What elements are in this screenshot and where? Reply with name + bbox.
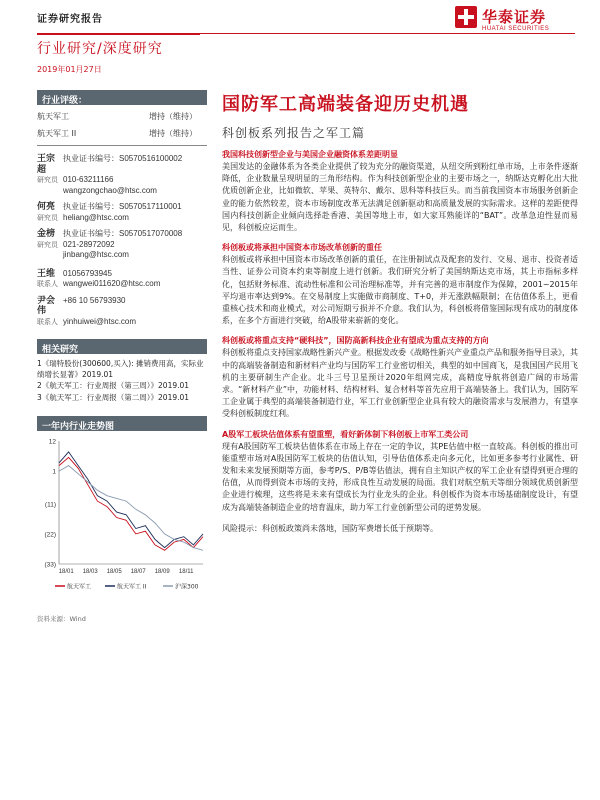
series-line bbox=[59, 452, 203, 548]
series-line bbox=[59, 457, 203, 550]
industry-trend-chart bbox=[37, 431, 207, 606]
sidebar bbox=[37, 90, 207, 623]
related-list bbox=[37, 359, 207, 403]
analyst-email[interactable]: wangwei011620@htsc.com bbox=[63, 279, 161, 288]
analyst-email[interactable]: heliang@htsc.com bbox=[63, 212, 129, 222]
legend-label: 航天军工 bbox=[67, 583, 92, 591]
ratings-heading: 行业评级： bbox=[37, 90, 207, 105]
section-heading: 科创板或将承担中国资本市场改革创新的重任 bbox=[222, 243, 382, 253]
related-item[interactable]: 1《瑞特股份(300600,买入): 摊销费用高，实际业绩增长显著》2019.01 bbox=[37, 359, 204, 379]
analyst-name: 王维 bbox=[37, 268, 56, 279]
y-tick-label: 12 bbox=[48, 438, 56, 446]
x-tick-label: 18/09 bbox=[154, 569, 170, 575]
section-heading: 我国科技创新型企业与美国企业融资体系差距明显 bbox=[222, 150, 398, 159]
page-subtitle: 科创板系列报告之军工篇 bbox=[222, 126, 366, 140]
analyst-email[interactable]: yinhuiwei@htsc.com bbox=[63, 316, 137, 326]
main-content bbox=[222, 90, 578, 534]
section-heading: A股军工板块估值体系有望重塑，看好新体制下科创板上市军工类公司 bbox=[222, 429, 469, 439]
legend-label: 沪深300 bbox=[175, 583, 199, 591]
x-tick-label: 18/05 bbox=[106, 569, 122, 575]
logo-sub: HUATAI SECURITIES bbox=[482, 26, 550, 32]
analyst-name: 王宗超 bbox=[37, 154, 56, 175]
rating-row: 航天军工 II 增持（维持） bbox=[37, 129, 197, 138]
doc-date: 2019年01月27日 bbox=[37, 65, 102, 74]
analyst-email[interactable]: wangzongchao@htsc.com bbox=[63, 185, 157, 195]
y-tick-label: (22) bbox=[44, 531, 56, 539]
y-tick-label: (11) bbox=[44, 501, 56, 509]
huatai-logo bbox=[455, 6, 575, 40]
related-item[interactable]: 2《航天军工：行业周报（第三周）》2019.01 bbox=[37, 381, 190, 390]
section-body: 美国发达的金融体系为各类企业提供了较为充分的融资渠道，从纽交所到粉红单市场，上市条件逐渐降低，企业数量呈现明显的三角形结构。作为科技创新型企业的主要市场之一，纳斯达克孵化出大批优质创新企业，比如微软、苹果、英特尔、戴尔、思科等科技巨头。而当前我国资本市场服务创新企业的能力依然较差，资本市场制度改革无法满足创新驱动和高质量发展的实际需求。这样的差距使得国内科技创新企业倾向选择赴香港、美国等地上市，如大家耳熟能详的“BAT”。改革急迫性显而易见，科创板应运而生。 bbox=[222, 162, 578, 233]
y-tick-label: 1 bbox=[52, 468, 56, 476]
page-title: 国防军工高端装备迎历史机遇 bbox=[222, 94, 469, 115]
x-tick-label: 18/11 bbox=[178, 569, 194, 575]
analyst-name: 金榜 bbox=[37, 229, 56, 239]
logo-name: 华泰证券 bbox=[482, 8, 547, 26]
risk-warning: 风险提示：科创板政策尚未落地，国防军费增长低于预期等。 bbox=[222, 523, 438, 533]
related-item[interactable]: 3《航天军工：行业周报（第二周）》2019.01 bbox=[37, 392, 190, 402]
section-body: 现有A股国防军工板块估值体系在市场上存在一定的争议，其PE估值中枢一直较高。科创板的推出可能重塑市场对A股国防军工板块的估值认知，引导估值体系走向多元化，比如更多参考行业属性、研发和未来发展预期等方面，参考P/S、P/B等估值法，拥有自主知识产权的军工企业有望得到更合理的估值，从而得到资本市场的支持，形成良性互动发展的局面。我们对航空航天等细分领域优质创新型企业进行梳理，这些将是未来有望成长为行业龙头的企业。科创板作为资本市场基础制度设计，有望成为高端装备制造企业的培育温床，助力军工行业创新型公司的逆势发展。 bbox=[222, 441, 578, 512]
chart-source: 资料来源：Wind bbox=[37, 615, 86, 623]
header-rule bbox=[200, 33, 575, 34]
logo-mark-icon bbox=[455, 6, 477, 28]
y-tick-label: (33) bbox=[44, 561, 56, 569]
doc-category: 行业研究/深度研究 bbox=[37, 41, 163, 57]
analyst-email[interactable]: jinbang@htsc.com bbox=[63, 250, 129, 259]
analyst-list: 王宗超 执业证书编号：S0570516100002 研究员 010-63211166 wangzongchao@htsc.com 何亮 执业证书编号：S0570517110001 研究员 heliang@htsc.com 金榜 执业证书编号：S0570517070008 研究员 021-28972092 jinbang@htsc.com 王维 01056793945 联系人 wangwei011620@htsc.com 尹会伟 +86 10 56793930 联系人 yinhuiwei@htsc.com bbox=[37, 154, 207, 327]
legend-label: 航天军工 II bbox=[117, 583, 147, 591]
divider bbox=[37, 145, 207, 146]
x-tick-label: 18/03 bbox=[82, 569, 98, 575]
section-body: 科创板将重点支持国家战略性新兴产业。根据发改委《战略性新兴产业重点产品和服务指导目录》，其中的高端装备制造和新材料产业均与国防军工行业密切相关，典型的如中国商飞，是我国国产民用飞机的主要研制生产企业。北斗三号卫星预计2020年组网完成，高精度导航将创造广阔的市场需求。“新材料产业”中，功能材料、结构材料、复合材料等首先应用于高端装备上。我们认为，国防军工企业属于典型的高端装备制造行业，军工行业创新型企业具有较大的融资需求与发展潜力，有望享受科创板制度红利。 bbox=[222, 348, 578, 419]
analyst-name: 尹会伟 bbox=[37, 295, 56, 316]
x-tick-label: 18/07 bbox=[130, 569, 146, 575]
section-body: 科创板或将承担中国资本市场改革创新的重任，在注册制试点及配套的发行、交易、退市、投资者适当性、证券公司资本约束等制度上进行创新。我们研究分析了美国纳斯达克市场，其上市指标多样化，包括财务标准、流动性标准和公司治理标准等，并有完善的退市制度作为保障，2001~2015年平均退市率达到9%。在交易制度上实施做市商制度、T+0，并无涨跌幅限制；在估值体系上，更看重核心技术和商业模式，对公司短期亏损并不介意。我们认为，科创板将借鉴国际现有成功的制度体系，在多个方面进行突破，给A股带来崭新的变化。 bbox=[222, 255, 578, 326]
related-heading: 相关研究 bbox=[37, 339, 207, 354]
analyst-name: 何亮 bbox=[37, 202, 56, 212]
x-tick-label: 18/01 bbox=[58, 569, 74, 575]
rating-row: 航天军工 增持（维持） bbox=[37, 112, 197, 121]
report-type-label: 证券研究报告 bbox=[37, 14, 103, 25]
chart-heading: 一年内行业走势图 bbox=[37, 416, 207, 431]
header-red-bar bbox=[37, 33, 200, 35]
section-heading: 科创板或将重点支持“硬科技”，国防高新科技企业有望成为重点支持的方向 bbox=[222, 336, 489, 346]
